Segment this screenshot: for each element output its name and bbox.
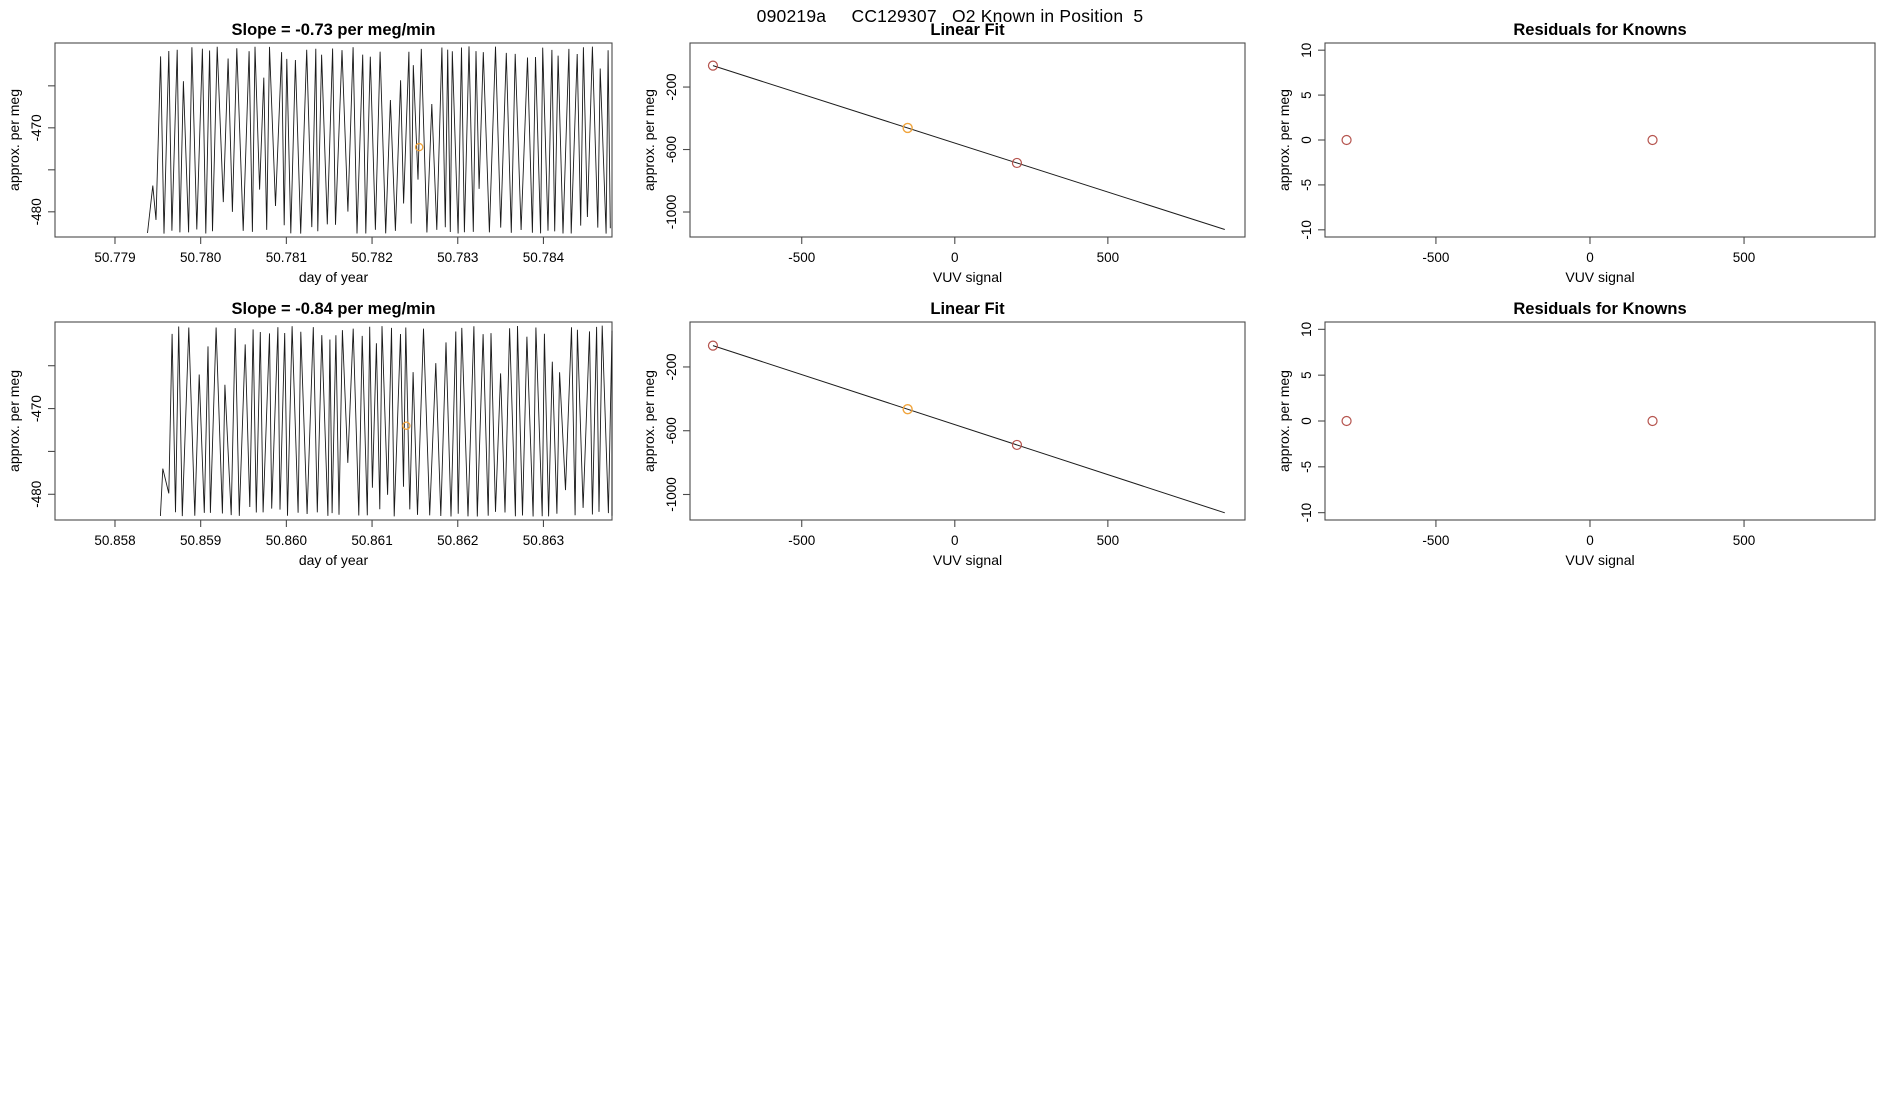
y-tick-label: 10 bbox=[1299, 321, 1314, 337]
x-tick-label: 50.860 bbox=[265, 533, 308, 548]
panel-slope-bottom bbox=[6, 300, 612, 568]
y-axis-label: approx. per meg bbox=[1276, 370, 1292, 472]
known-point bbox=[1648, 136, 1657, 145]
x-tick-label: 0 bbox=[1586, 533, 1594, 548]
x-axis-label: VUV signal bbox=[1565, 552, 1635, 568]
y-tick-label: -480 bbox=[29, 198, 44, 226]
unknown-sample-marker bbox=[403, 422, 410, 429]
y-tick-label: -1000 bbox=[664, 477, 679, 512]
x-tick-label: 0 bbox=[1586, 250, 1594, 265]
plot-frame bbox=[1325, 43, 1875, 237]
x-tick-label: 50.783 bbox=[437, 250, 479, 265]
plot-frame bbox=[1325, 322, 1875, 520]
plot-frame bbox=[690, 322, 1245, 520]
y-tick-label: -600 bbox=[664, 417, 679, 445]
x-tick-label: 500 bbox=[1096, 533, 1120, 548]
x-tick-label: -500 bbox=[788, 250, 816, 265]
panel-residuals-top bbox=[1276, 21, 1875, 285]
x-tick-label: -500 bbox=[1422, 533, 1450, 548]
panel-title: Residuals for Knowns bbox=[1513, 21, 1687, 39]
y-axis-label: approx. per meg bbox=[641, 89, 657, 191]
y-axis-label: approx. per meg bbox=[6, 370, 22, 472]
y-axis-label: approx. per meg bbox=[641, 370, 657, 472]
x-tick-label: 0 bbox=[951, 250, 959, 265]
y-tick-label: -470 bbox=[29, 114, 44, 142]
y-tick-label: -10 bbox=[1299, 502, 1314, 523]
fit-line bbox=[713, 346, 1225, 513]
panel-residuals-bottom bbox=[1276, 300, 1875, 568]
y-tick-label: 0 bbox=[1299, 417, 1314, 425]
x-tick-label: 50.780 bbox=[180, 250, 222, 265]
signal-waveform bbox=[160, 326, 612, 517]
panel-title: Slope = -0.84 per meg/min bbox=[231, 300, 436, 318]
known-point bbox=[1648, 417, 1657, 426]
y-tick-label: 10 bbox=[1299, 42, 1314, 58]
fit-line bbox=[713, 66, 1225, 230]
x-tick-label: 50.782 bbox=[351, 250, 393, 265]
x-tick-label: 50.858 bbox=[94, 533, 136, 548]
y-tick-label: -1000 bbox=[664, 194, 679, 230]
x-axis-label: VUV signal bbox=[932, 269, 1003, 285]
x-axis-label: VUV signal bbox=[932, 552, 1003, 568]
plot-frame bbox=[690, 43, 1245, 237]
figure-title: 090219a CC129307 O2 Known in Position 5 bbox=[756, 6, 1144, 26]
plot-frame bbox=[55, 43, 612, 237]
panel-slope-top bbox=[6, 21, 612, 285]
y-tick-label: 5 bbox=[1299, 371, 1314, 379]
x-tick-label: -500 bbox=[1422, 250, 1450, 265]
plot-frame bbox=[55, 322, 612, 520]
y-tick-label: -470 bbox=[29, 395, 44, 423]
x-axis-label: day of year bbox=[298, 552, 369, 568]
x-tick-label: 50.861 bbox=[351, 533, 393, 548]
panel-fit-bottom bbox=[641, 300, 1245, 568]
x-tick-label: 500 bbox=[1096, 250, 1120, 265]
x-tick-label: 50.781 bbox=[265, 250, 308, 265]
x-tick-label: 0 bbox=[951, 533, 959, 548]
x-tick-label: 50.784 bbox=[522, 250, 565, 265]
y-tick-label: -5 bbox=[1299, 460, 1314, 473]
x-axis-label: VUV signal bbox=[1565, 269, 1635, 285]
y-tick-label: -200 bbox=[664, 73, 679, 101]
y-tick-label: -600 bbox=[664, 136, 679, 164]
panel-fit-top bbox=[641, 21, 1245, 285]
x-tick-label: -500 bbox=[788, 533, 816, 548]
y-tick-label: -480 bbox=[29, 480, 44, 508]
x-tick-label: 50.859 bbox=[180, 533, 222, 548]
x-axis-label: day of year bbox=[298, 269, 369, 285]
x-tick-label: 50.779 bbox=[94, 250, 136, 265]
panel-title: Slope = -0.73 per meg/min bbox=[231, 21, 436, 39]
x-tick-label: 50.862 bbox=[437, 533, 479, 548]
y-tick-label: -5 bbox=[1299, 178, 1314, 191]
y-axis-label: approx. per meg bbox=[6, 89, 22, 191]
x-tick-label: 50.863 bbox=[522, 533, 565, 548]
y-axis-label: approx. per meg bbox=[1276, 89, 1292, 191]
y-tick-label: -200 bbox=[664, 353, 679, 381]
panel-title: Linear Fit bbox=[930, 300, 1005, 318]
signal-waveform bbox=[148, 46, 611, 233]
y-tick-label: -10 bbox=[1299, 220, 1314, 240]
x-tick-label: 500 bbox=[1732, 250, 1756, 265]
x-tick-label: 500 bbox=[1732, 533, 1756, 548]
known-point bbox=[1342, 417, 1351, 426]
known-point bbox=[1342, 136, 1351, 145]
y-tick-label: 5 bbox=[1299, 91, 1314, 99]
panel-title: Linear Fit bbox=[930, 21, 1005, 39]
y-tick-label: 0 bbox=[1299, 136, 1314, 144]
panel-title: Residuals for Knowns bbox=[1513, 300, 1687, 318]
